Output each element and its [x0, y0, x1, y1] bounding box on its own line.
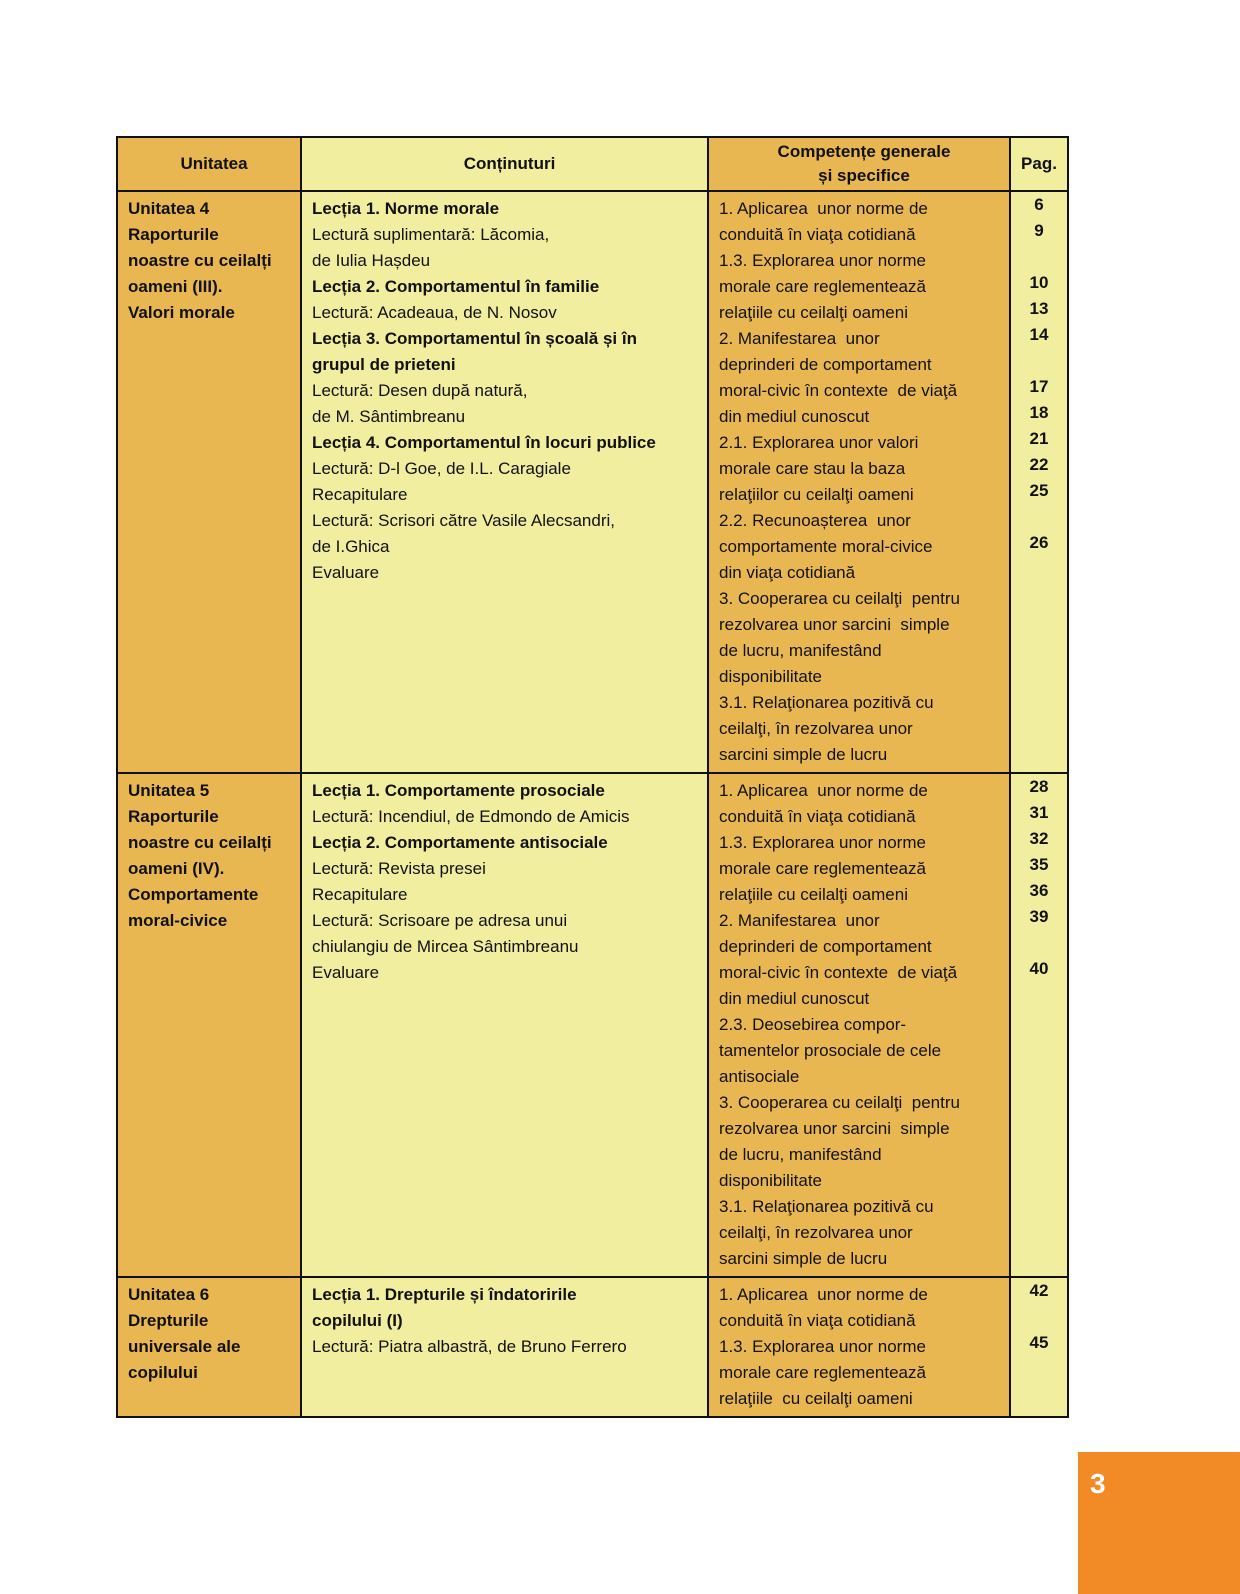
- header-unit: Unitatea: [117, 137, 301, 191]
- page-cell-line: 42: [1029, 1281, 1049, 1300]
- competences-cell-line: morale care stau la baza: [719, 459, 906, 478]
- content-cell-line: copilului (I): [312, 1311, 403, 1330]
- competences-cell-line: comportamente moral-civice: [719, 537, 933, 556]
- competences-cell-line: moral-civic în contexte de viaţă: [719, 963, 958, 982]
- page-cell: [1010, 1277, 1068, 1417]
- content-cell-line: Evaluare: [312, 963, 380, 982]
- competences-cell-line: 3. Cooperarea cu ceilalţi pentru: [719, 1093, 960, 1112]
- content-cell: [301, 1277, 708, 1417]
- content-cell-line: de M. Sântimbreanu: [312, 407, 466, 426]
- page-cell-line: 39: [1029, 907, 1049, 926]
- unit-cell-line: Comportamente: [128, 885, 259, 904]
- competences-cell-line: 1. Aplicarea unor norme de: [719, 781, 928, 800]
- competences-cell-line: relaţiile cu ceilalţi oameni: [719, 1389, 913, 1408]
- table-row: [117, 773, 1068, 1277]
- competences-cell-line: 1.3. Explorarea unor norme: [719, 1337, 926, 1356]
- curriculum-table: [116, 136, 1069, 1418]
- unit-cell-line: Unitatea 6: [128, 1285, 210, 1304]
- page-cell-line: [1011, 348, 1067, 374]
- page-cell-line: 35: [1029, 855, 1049, 874]
- page-number: 3: [1090, 1468, 1106, 1499]
- content-cell-line: Lectură: Incendiul, de Edmondo de Amicis: [312, 807, 630, 826]
- page-cell-line: 25: [1029, 481, 1049, 500]
- competences-cell: [708, 773, 1010, 1277]
- page-cell-line: 6: [1034, 195, 1044, 214]
- competences-cell-line: 1. Aplicarea unor norme de: [719, 199, 928, 218]
- competences-cell-line: conduită în viaţa cotidiană: [719, 1311, 916, 1330]
- competences-cell-line: morale care reglementează: [719, 859, 926, 878]
- competences-cell: [708, 191, 1010, 773]
- content-cell-line: Lectură: Desen după natură,: [312, 381, 528, 400]
- competences-cell-line: morale care reglementează: [719, 1363, 926, 1382]
- page-cell-line: [1011, 504, 1067, 530]
- content-cell-line: Lectură: D-l Goe, de I.L. Caragiale: [312, 459, 571, 478]
- unit-cell-line: Drepturile: [128, 1311, 209, 1330]
- page-cell-line: 36: [1029, 881, 1049, 900]
- table-header: [117, 137, 1068, 191]
- header-content: Conținuturi: [301, 137, 708, 191]
- page-cell-line: 31: [1029, 803, 1049, 822]
- competences-cell-line: 3.1. Relaţionarea pozitivă cu: [719, 1197, 934, 1216]
- content-cell-line: Lectură: Acadeaua, de N. Nosov: [312, 303, 557, 322]
- content-cell-line: Lectură: Revista presei: [312, 859, 486, 878]
- competences-cell-line: 3. Cooperarea cu ceilalţi pentru: [719, 589, 960, 608]
- content-cell-line: Lecția 1. Comportamente prosociale: [312, 781, 605, 800]
- content-cell-line: chiulangiu de Mircea Sântimbreanu: [312, 937, 579, 956]
- page-cell-line: 17: [1029, 377, 1049, 396]
- header-competences: [708, 137, 1010, 191]
- table-row: [117, 1277, 1068, 1417]
- page-cell: [1010, 773, 1068, 1277]
- page-cell-line: 18: [1029, 403, 1049, 422]
- unit-cell-line: Raporturile: [128, 225, 219, 244]
- content-cell-line: Lecția 1. Drepturile și îndatoririle: [312, 1285, 577, 1304]
- content-cell-line: de Iulia Hașdeu: [312, 251, 431, 270]
- content-cell-line: Lectură suplimentară: Lăcomia,: [312, 225, 550, 244]
- content-cell-line: Lectură: Piatra albastră, de Bruno Ferrero: [312, 1337, 627, 1356]
- page-cell-line: 28: [1029, 777, 1049, 796]
- page-cell-line: [1011, 1304, 1067, 1330]
- unit-cell-line: oameni (III).: [128, 277, 223, 296]
- competences-cell-line: 2. Manifestarea unor: [719, 911, 880, 930]
- competences-cell-line: sarcini simple de lucru: [719, 1249, 888, 1268]
- unit-cell-line: Raporturile: [128, 807, 219, 826]
- competences-cell-line: relaţiile cu ceilalţi oameni: [719, 303, 908, 322]
- content-cell-line: Recapitulare: [312, 885, 408, 904]
- competences-cell-line: din mediul cunoscut: [719, 407, 870, 426]
- page-cell-line: 13: [1029, 299, 1049, 318]
- competences-cell-line: moral-civic în contexte de viaţă: [719, 381, 958, 400]
- competences-cell-line: relaţiile cu ceilalţi oameni: [719, 885, 908, 904]
- content-cell-line: Lecția 3. Comportamentul în școală și în: [312, 329, 637, 348]
- header-competences-line2: și specifice: [818, 166, 910, 185]
- page-cell-line: 26: [1029, 533, 1049, 552]
- competences-cell-line: 3.1. Relaţionarea pozitivă cu: [719, 693, 934, 712]
- competences-cell-line: rezolvarea unor sarcini simple: [719, 615, 950, 634]
- competences-cell-line: 1.3. Explorarea unor norme: [719, 833, 926, 852]
- content-cell-line: Lecția 1. Norme morale: [312, 199, 500, 218]
- competences-cell-line: 2. Manifestarea unor: [719, 329, 880, 348]
- competences-cell-line: 1.3. Explorarea unor norme: [719, 251, 926, 270]
- competences-cell-line: deprinderi de comportament: [719, 937, 932, 956]
- competences-cell-line: din mediul cunoscut: [719, 989, 870, 1008]
- page-cell-line: 32: [1029, 829, 1049, 848]
- header-page: Pag.: [1010, 137, 1068, 191]
- table-row: [117, 191, 1068, 773]
- competences-cell-line: disponibilitate: [719, 667, 823, 686]
- competences-cell-line: 2.1. Explorarea unor valori: [719, 433, 919, 452]
- unit-cell: [117, 773, 301, 1277]
- page-cell-line: 10: [1029, 273, 1049, 292]
- unit-cell-line: moral-civice: [128, 911, 228, 930]
- competences-cell-line: deprinderi de comportament: [719, 355, 932, 374]
- page-cell: [1010, 191, 1068, 773]
- competences-cell-line: disponibilitate: [719, 1171, 823, 1190]
- page-cell-line: 14: [1029, 325, 1049, 344]
- unit-cell-line: copilului: [128, 1363, 198, 1382]
- page-cell-line: 40: [1029, 959, 1049, 978]
- competences-cell-line: rezolvarea unor sarcini simple: [719, 1119, 950, 1138]
- header-competences-line1: Competențe generale: [777, 142, 951, 161]
- content-cell-line: Lecția 2. Comportamente antisociale: [312, 833, 608, 852]
- competences-cell-line: de lucru, manifestând: [719, 641, 882, 660]
- content-cell-line: Lecția 2. Comportamentul în familie: [312, 277, 600, 296]
- unit-cell-line: Unitatea 4: [128, 199, 210, 218]
- page-cell-line: 21: [1029, 429, 1049, 448]
- page-cell-line: [1011, 930, 1067, 956]
- unit-cell-line: noastre cu ceilalți: [128, 251, 272, 270]
- unit-cell-line: Valori morale: [128, 303, 235, 322]
- content-cell-line: Lectură: Scrisoare pe adresa unui: [312, 911, 568, 930]
- competences-cell-line: tamentelor prosociale de cele: [719, 1041, 942, 1060]
- content-cell-line: Recapitulare: [312, 485, 408, 504]
- unit-cell-line: Unitatea 5: [128, 781, 210, 800]
- page-cell-line: 22: [1029, 455, 1049, 474]
- competences-cell-line: ceilalţi, în rezolvarea unor: [719, 1223, 913, 1242]
- competences-cell-line: sarcini simple de lucru: [719, 745, 888, 764]
- competences-cell-line: conduită în viaţa cotidiană: [719, 807, 916, 826]
- page-cell-line: [1011, 244, 1067, 270]
- unit-cell-line: universale ale: [128, 1337, 241, 1356]
- unit-cell: [117, 191, 301, 773]
- competences-cell-line: morale care reglementează: [719, 277, 926, 296]
- content-cell: [301, 773, 708, 1277]
- page-number-box: [1078, 1452, 1240, 1594]
- competences-cell-line: 2.2. Recunoașterea unor: [719, 511, 911, 530]
- competences-cell-line: conduită în viaţa cotidiană: [719, 225, 916, 244]
- competences-cell-line: 2.3. Deosebirea compor-: [719, 1015, 907, 1034]
- competences-cell-line: antisociale: [719, 1067, 800, 1086]
- content-cell-line: grupul de prieteni: [312, 355, 456, 374]
- unit-cell-line: noastre cu ceilalți: [128, 833, 272, 852]
- competences-cell: [708, 1277, 1010, 1417]
- content-cell-line: de I.Ghica: [312, 537, 390, 556]
- competences-cell-line: 1. Aplicarea unor norme de: [719, 1285, 928, 1304]
- content-cell-line: Lecția 4. Comportamentul în locuri publice: [312, 433, 656, 452]
- content-cell-line: Lectură: Scrisori către Vasile Alecsandri,: [312, 511, 615, 530]
- unit-cell-line: oameni (IV).: [128, 859, 225, 878]
- competences-cell-line: relaţiilor cu ceilalţi oameni: [719, 485, 914, 504]
- competences-cell-line: din viaţa cotidiană: [719, 563, 856, 582]
- content-cell: [301, 191, 708, 773]
- content-cell-line: Evaluare: [312, 563, 380, 582]
- competences-cell-line: ceilalţi, în rezolvarea unor: [719, 719, 913, 738]
- competences-cell-line: de lucru, manifestând: [719, 1145, 882, 1164]
- unit-cell: [117, 1277, 301, 1417]
- page-cell-line: 9: [1034, 221, 1044, 240]
- page-cell-line: 45: [1029, 1333, 1049, 1352]
